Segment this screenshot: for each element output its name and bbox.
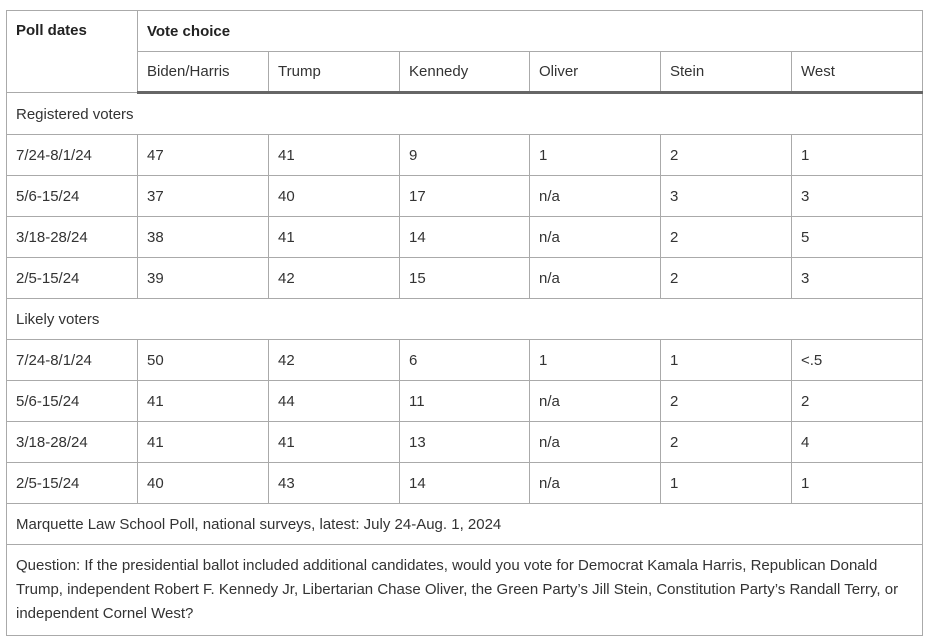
value-cell: 2 bbox=[661, 381, 792, 422]
table-row bbox=[7, 135, 923, 176]
table-row bbox=[7, 340, 923, 381]
value-cell: n/a bbox=[530, 381, 661, 422]
value-cell: 50 bbox=[138, 340, 269, 381]
value-cell: 13 bbox=[400, 422, 530, 463]
value-cell: 41 bbox=[138, 381, 269, 422]
poll-date-cell: 7/24-8/1/24 bbox=[7, 135, 138, 176]
column-header-west: West bbox=[792, 52, 923, 93]
value-cell: 2 bbox=[661, 135, 792, 176]
poll-date-cell: 7/24-8/1/24 bbox=[7, 340, 138, 381]
source-row bbox=[7, 504, 923, 545]
column-header-biden-harris: Biden/Harris bbox=[138, 52, 269, 93]
value-cell: 42 bbox=[269, 258, 400, 299]
value-cell: n/a bbox=[530, 176, 661, 217]
table-row bbox=[7, 176, 923, 217]
value-cell: 1 bbox=[661, 463, 792, 504]
value-cell: 2 bbox=[661, 217, 792, 258]
group-row-registered bbox=[7, 93, 923, 135]
value-cell: 14 bbox=[400, 463, 530, 504]
value-cell: 47 bbox=[138, 135, 269, 176]
table-row bbox=[7, 381, 923, 422]
value-cell: n/a bbox=[530, 463, 661, 504]
value-cell: 42 bbox=[269, 340, 400, 381]
value-cell: 41 bbox=[269, 135, 400, 176]
group-label: Likely voters bbox=[7, 299, 923, 340]
poll-date-cell: 3/18-28/24 bbox=[7, 422, 138, 463]
value-cell: 3 bbox=[661, 176, 792, 217]
group-row-likely bbox=[7, 299, 923, 340]
column-header-stein: Stein bbox=[661, 52, 792, 93]
value-cell: 43 bbox=[269, 463, 400, 504]
column-header-trump: Trump bbox=[269, 52, 400, 93]
poll-date-cell: 5/6-15/24 bbox=[7, 176, 138, 217]
poll-date-cell: 2/5-15/24 bbox=[7, 463, 138, 504]
value-cell: 40 bbox=[138, 463, 269, 504]
question-row bbox=[7, 545, 923, 636]
value-cell: 41 bbox=[269, 217, 400, 258]
value-cell: <.5 bbox=[792, 340, 923, 381]
value-cell: 41 bbox=[269, 422, 400, 463]
value-cell: 9 bbox=[400, 135, 530, 176]
table-row bbox=[7, 217, 923, 258]
value-cell: 2 bbox=[661, 422, 792, 463]
value-cell: 3 bbox=[792, 258, 923, 299]
value-cell: 1 bbox=[530, 340, 661, 381]
question-text: Question: If the presidential ballot included additional candidates, would you vote for Democrat Kamala Harris, Republican Donald Trump, independent Robert F. Kennedy Jr, Libertarian Chase Oliver, the Green Party’s Jill Stein, Constitution Party’s Randall Terry, or independent Cornel West? bbox=[7, 545, 923, 636]
header-row-candidates bbox=[7, 52, 923, 93]
header-row-top bbox=[7, 11, 923, 52]
value-cell: 15 bbox=[400, 258, 530, 299]
table-row bbox=[7, 422, 923, 463]
value-cell: 37 bbox=[138, 176, 269, 217]
poll-dates-header: Poll dates bbox=[7, 11, 138, 93]
value-cell: 2 bbox=[792, 381, 923, 422]
table-row bbox=[7, 463, 923, 504]
column-header-oliver: Oliver bbox=[530, 52, 661, 93]
value-cell: 40 bbox=[269, 176, 400, 217]
column-header-kennedy: Kennedy bbox=[400, 52, 530, 93]
value-cell: 41 bbox=[138, 422, 269, 463]
value-cell: 1 bbox=[530, 135, 661, 176]
value-cell: 1 bbox=[792, 135, 923, 176]
poll-date-cell: 5/6-15/24 bbox=[7, 381, 138, 422]
poll-results-table bbox=[6, 10, 923, 636]
value-cell: 4 bbox=[792, 422, 923, 463]
value-cell: n/a bbox=[530, 422, 661, 463]
poll-date-cell: 3/18-28/24 bbox=[7, 217, 138, 258]
value-cell: 5 bbox=[792, 217, 923, 258]
value-cell: 6 bbox=[400, 340, 530, 381]
table-row bbox=[7, 258, 923, 299]
vote-choice-header: Vote choice bbox=[138, 11, 923, 52]
value-cell: 38 bbox=[138, 217, 269, 258]
value-cell: 17 bbox=[400, 176, 530, 217]
value-cell: 44 bbox=[269, 381, 400, 422]
value-cell: 1 bbox=[792, 463, 923, 504]
value-cell: 14 bbox=[400, 217, 530, 258]
value-cell: n/a bbox=[530, 258, 661, 299]
poll-date-cell: 2/5-15/24 bbox=[7, 258, 138, 299]
value-cell: n/a bbox=[530, 217, 661, 258]
value-cell: 3 bbox=[792, 176, 923, 217]
source-note: Marquette Law School Poll, national surveys, latest: July 24-Aug. 1, 2024 bbox=[7, 504, 923, 545]
value-cell: 1 bbox=[661, 340, 792, 381]
group-label: Registered voters bbox=[7, 93, 923, 135]
value-cell: 11 bbox=[400, 381, 530, 422]
poll-table-container bbox=[6, 10, 922, 636]
value-cell: 2 bbox=[661, 258, 792, 299]
value-cell: 39 bbox=[138, 258, 269, 299]
